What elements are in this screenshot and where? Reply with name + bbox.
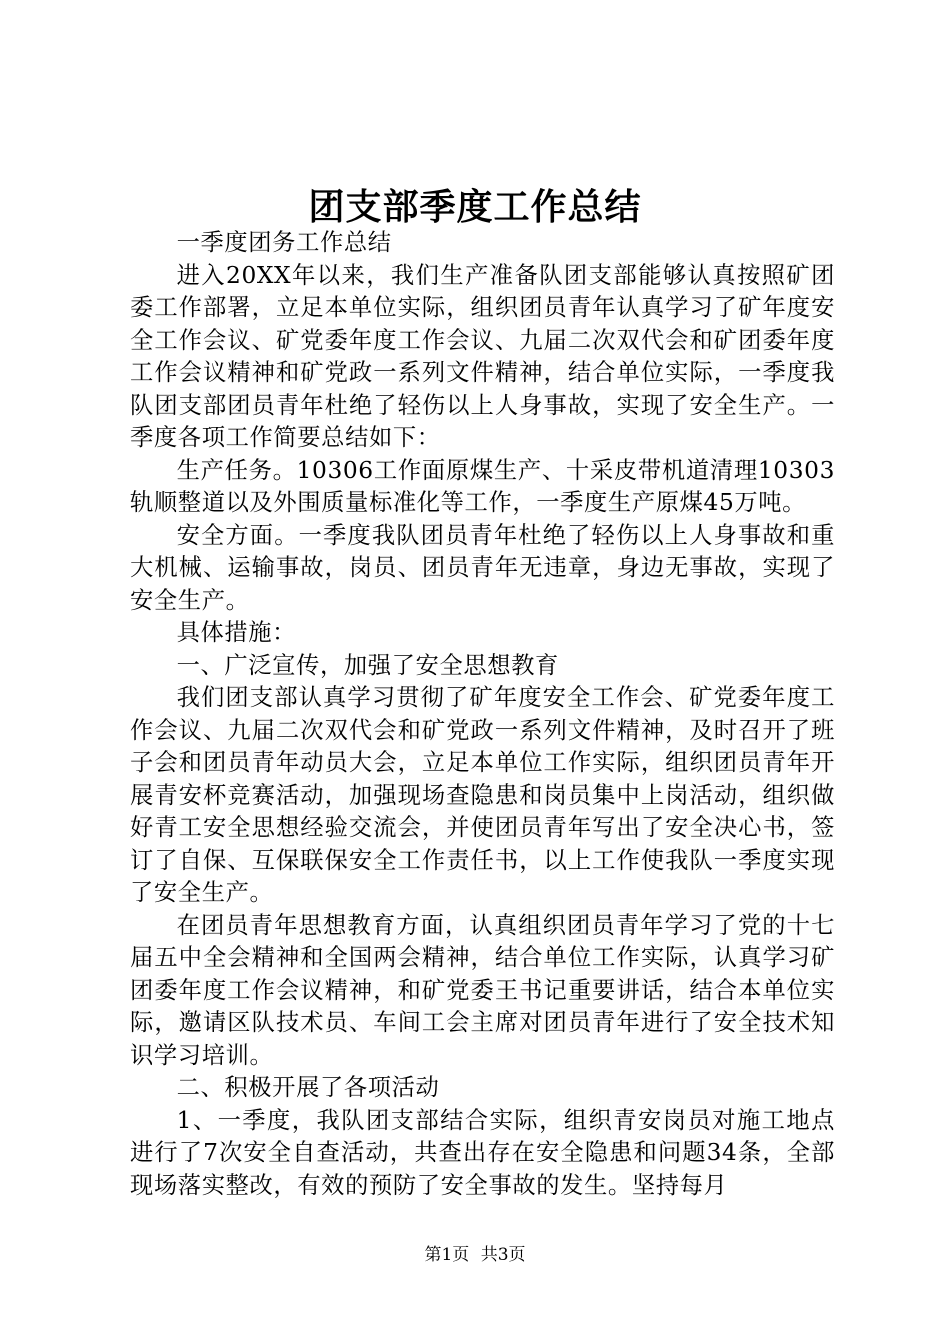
paragraph-publicity: 我们团支部认真学习贯彻了矿年度安全工作会、矿党委年度工作会议、九届二次双代会和矿党政一系列文件精神，及时召开了班子会和团员青年动员大会，立足本单位工作实际，组织团员青年开展青安杯竞赛活动，加强现场查隐患和岗员集中上岗活动，组织做好青工安全思想经验交流会，并使团员青年写出了安全决心书，签订了自保、互保联保安全工作责任书，以上工作使我队一季度实现了安全生产。 bbox=[130, 684, 835, 906]
paragraph-subheading-2: 二、积极开展了各项活动 bbox=[176, 1074, 440, 1101]
paragraph-education: 在团员青年思想教育方面，认真组织团员青年学习了党的十七届五中全会精神和全国两会精神，结合单位工作实际，认真学习矿团委年度工作会议精神，和矿党委王书记重要讲话，结合本单位实际，邀请区队技术员、车间工会主席对团员青年进行了安全技术知识学习培训。 bbox=[130, 911, 835, 1069]
paragraph-safety: 安全方面。一季度我队团员青年杜绝了轻伤以上人身事故和重大机械、运输事故，岗员、团员青年无违章，身边无事故，实现了安全生产。 bbox=[130, 521, 835, 614]
document-body bbox=[130, 227, 835, 1202]
paragraph-production-task: 生产任务。10306工作面原煤生产、十采皮带机道清理10303轨顺整道以及外围质量标准化等工作，一季度生产原煤45万吨。 bbox=[130, 456, 835, 516]
page-footer: 第1页 共3页 bbox=[424, 1245, 526, 1265]
paragraph-intro: 进入20XX年以来，我们生产准备队团支部能够认真按照矿团委工作部署，立足本单位实际，组织团员青年认真学习了矿年度安全工作会议、矿党委年度工作会议、九届二次双代会和矿团委年度工作会议精神和矿党政一系列文件精神，结合单位实际，一季度我队团支部团员青年杜绝了轻伤以上人身事故，实现了安全生产。一季度各项工作简要总结如下： bbox=[130, 261, 835, 451]
paragraph-section-heading: 一季度团务工作总结 bbox=[176, 229, 392, 256]
paragraph-activities: 1、一季度，我队团支部结合实际，组织青安岗员对施工地点进行了7次安全自查活动，共查出存在安全隐患和问题34条，全部现场落实整改，有效的预防了安全事故的发生。坚持每月 bbox=[130, 1106, 835, 1199]
paragraph-measures-heading: 具体措施： bbox=[176, 619, 297, 646]
paragraph-subheading-1: 一、广泛宣传，加强了安全思想教育 bbox=[176, 651, 559, 679]
document-title: 团支部季度工作总结 bbox=[308, 186, 642, 228]
